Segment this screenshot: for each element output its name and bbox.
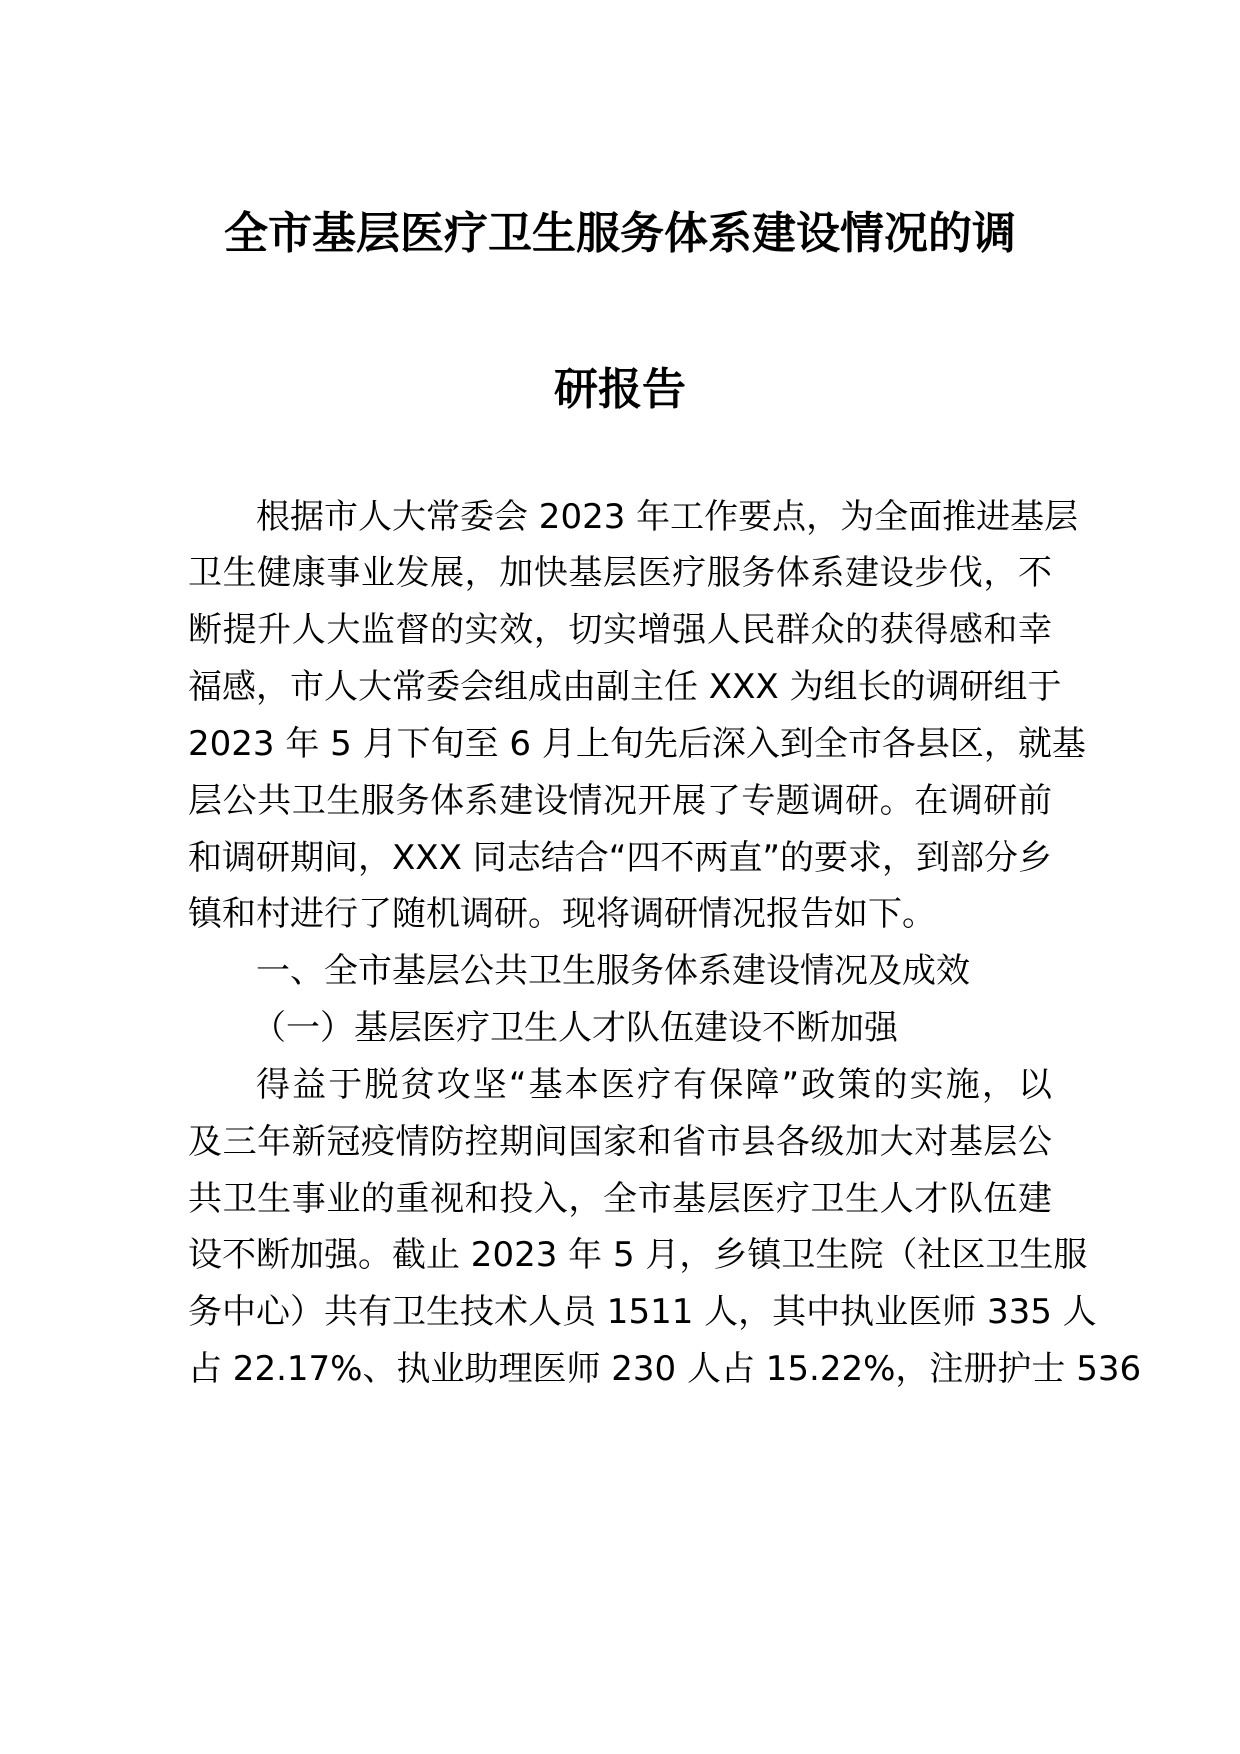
paragraph2-line-4: 设不断加强。截止 2023 年 5 月，乡镇卫生院（社区卫生服 (188, 1235, 1088, 1275)
paragraph1-line-3: 断提升人大监督的实效，切实增强人民群众的获得感和幸 (188, 610, 1052, 650)
paragraph1-line-7: 和调研期间，XXX 同志结合“四不两直”的要求，到部分乡 (188, 838, 1052, 878)
section-heading-1: 一、全市基层公共卫生服务体系建设情况及成效 (256, 951, 970, 991)
paragraph1-line-4: 福感，市人大常委会组成由副主任 XXX 为组长的调研组于 (188, 667, 1062, 707)
paragraph1-line-6: 层公共卫生服务体系建设情况开展了专题调研。在调研前 (188, 781, 1052, 821)
subsection-heading-1: （一）基层医疗卫生人才队伍建设不断加强 (252, 1008, 898, 1048)
paragraph1-line-2: 卫生健康事业发展，加快基层医疗服务体系建设步伐，不 (188, 553, 1052, 593)
paragraph1-line-1: 根据市人大常委会 2023 年工作要点，为全面推进基层 (256, 497, 1079, 537)
paragraph1-line-5: 2023 年 5 月下旬至 6 月上旬先后深入到全市各县区，就基 (188, 724, 1086, 764)
title-line-1: 全市基层医疗卫生服务体系建设情况的调 (224, 208, 1016, 259)
paragraph2-line-6: 占 22.17%、执业助理医师 230 人占 15.22%，注册护士 536 (188, 1349, 1142, 1389)
paragraph2-line-5: 务中心）共有卫生技术人员 1511 人，其中执业医师 335 人 (188, 1292, 1097, 1332)
paragraph1-line-8: 镇和村进行了随机调研。现将调研情况报告如下。 (188, 894, 936, 934)
paragraph2-line-2: 及三年新冠疫情防控期间国家和省市县各级加大对基层公 (188, 1122, 1052, 1162)
paragraph2-line-1: 得益于脱贫攻坚“基本医疗有保障”政策的实施，以 (256, 1065, 1052, 1105)
paragraph2-line-3: 共卫生事业的重视和投入，全市基层医疗卫生人才队伍建 (188, 1179, 1052, 1219)
title-line-2: 研报告 (554, 364, 686, 415)
